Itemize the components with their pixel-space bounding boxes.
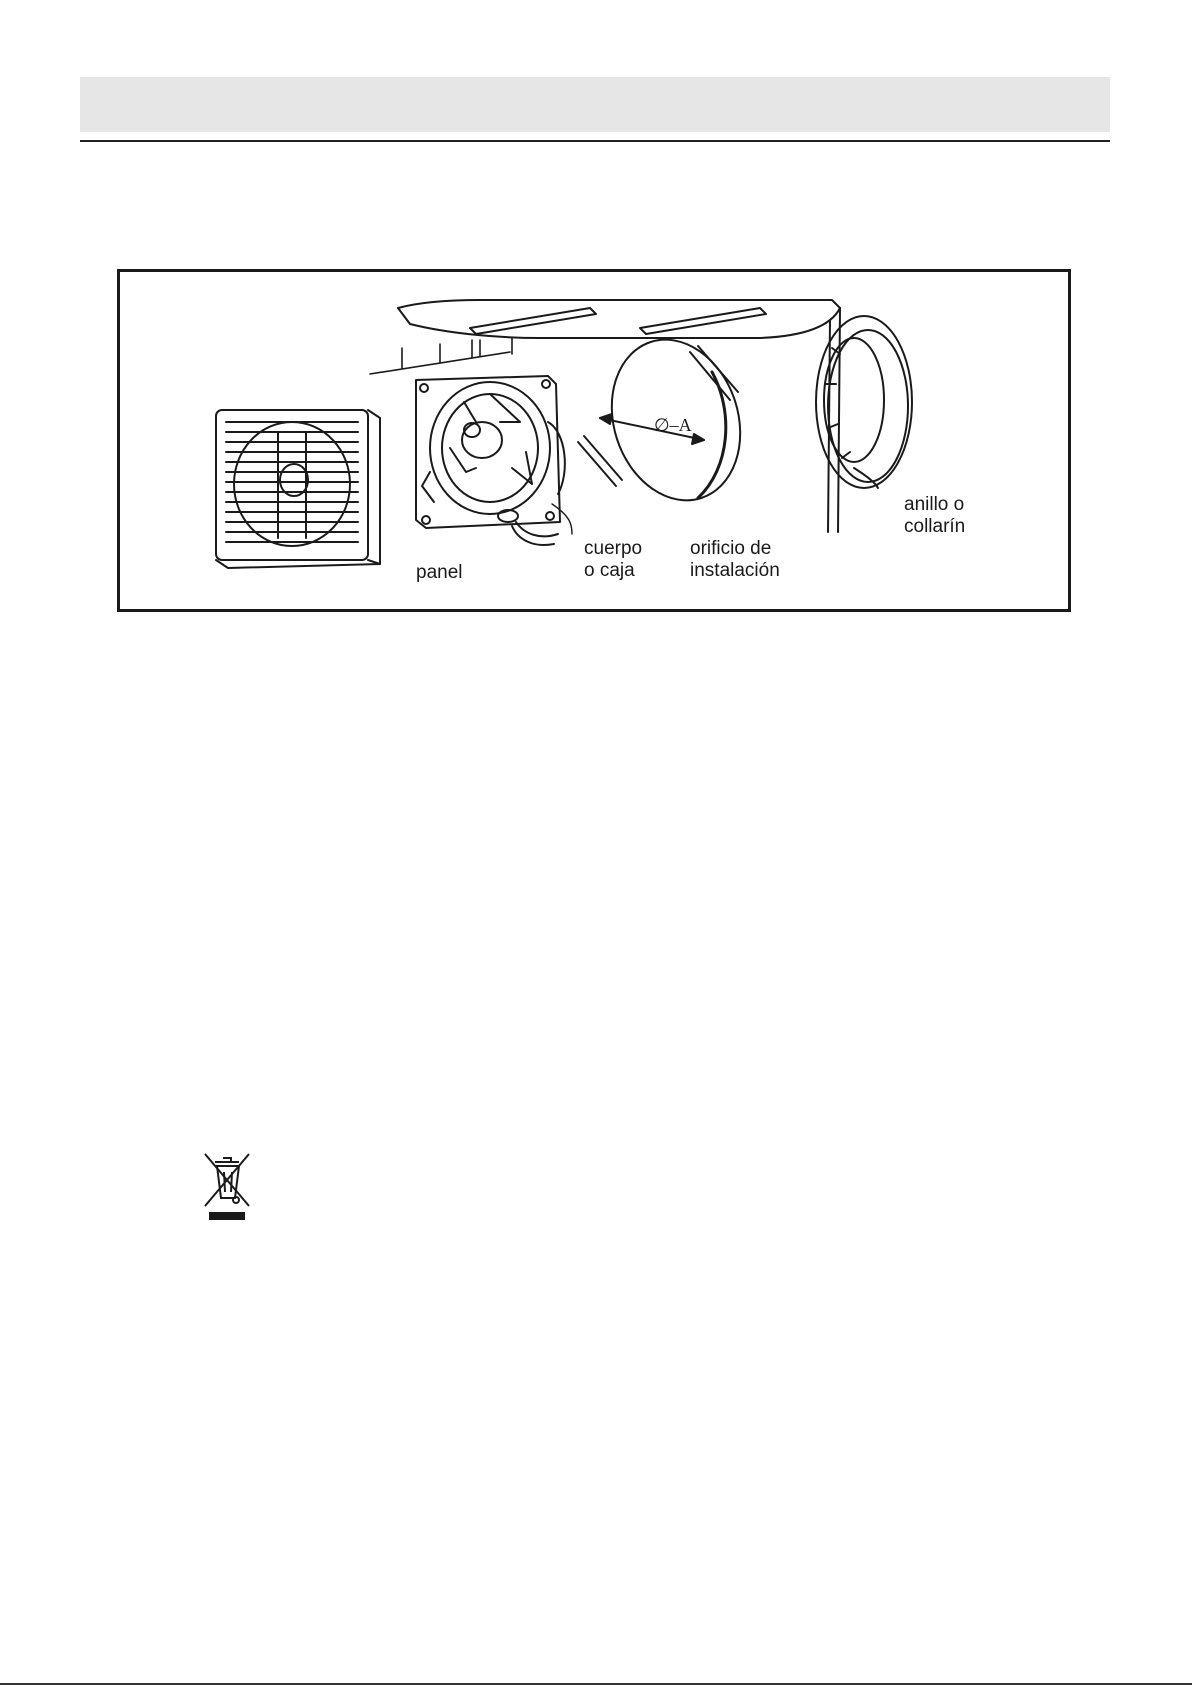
label-body-box: cuerpo o caja bbox=[584, 538, 643, 581]
crossed-out-wheeled-bin-icon bbox=[199, 1148, 255, 1222]
label-collar-ring: anillo o collarín bbox=[904, 494, 966, 537]
installation-figure bbox=[117, 269, 1071, 612]
header-rule bbox=[80, 140, 1110, 142]
header-band bbox=[80, 77, 1110, 132]
label-diameter: ∅–A bbox=[654, 415, 692, 435]
ceiling-slab bbox=[398, 300, 840, 532]
label-installation-hole: orificio de instalación bbox=[690, 538, 780, 581]
fan-body bbox=[416, 376, 572, 545]
dimension-ticks bbox=[370, 338, 512, 374]
label-panel: panel bbox=[416, 562, 463, 583]
grille-panel bbox=[216, 410, 380, 568]
collar-ring bbox=[816, 316, 912, 488]
